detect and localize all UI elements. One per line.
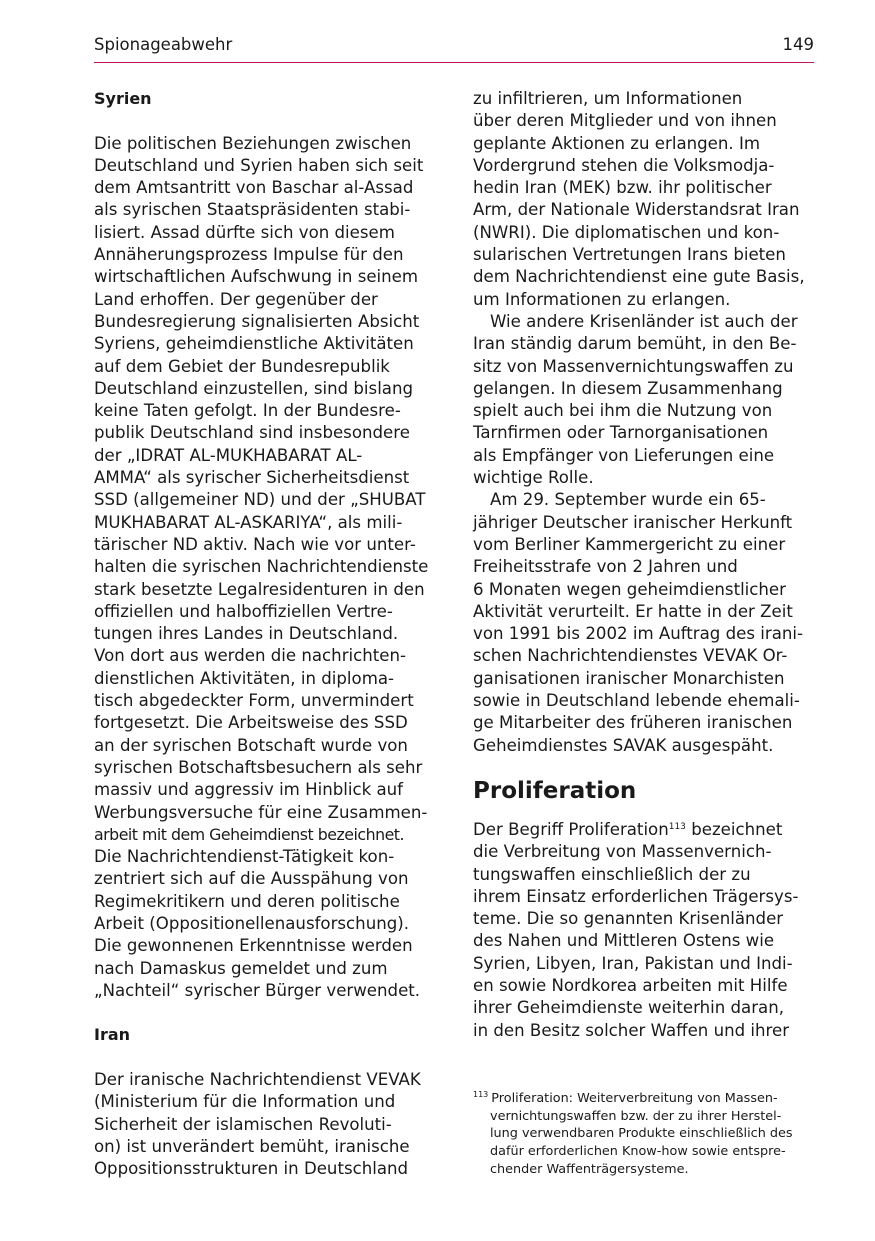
text-line: Sicherheit der islamischen Revoluti-	[94, 1114, 392, 1134]
text-line: Oppositionsstrukturen in Deutschland	[94, 1159, 409, 1179]
text-line: Freiheitsstrafe von 2 Jahren und	[473, 557, 738, 577]
text-line: Tarnfirmen oder Tarnorganisationen	[473, 423, 769, 443]
text-line: massiv und aggressiv im Hinblick auf	[94, 780, 404, 800]
text-line: Von dort aus werden die nachrichten-	[94, 646, 406, 666]
text-line: auf dem Gebiet der Bundesrepublik	[94, 356, 390, 376]
text-line: on) ist unverändert bemüht, iranische	[94, 1136, 410, 1156]
text-line: Syrien, Libyen, Iran, Pakistan und Indi-	[473, 953, 793, 973]
text-line: AMMA“ als syrischer Sicherheitsdienst	[94, 468, 410, 488]
text-line: wichtige Rolle.	[473, 468, 594, 488]
text-line: Der iranische Nachrichtendienst VEVAK	[94, 1070, 421, 1090]
text-line: des Nahen und Mittleren Ostens wie	[473, 931, 775, 951]
text-line: um Informationen zu erlangen.	[473, 289, 731, 309]
footnote-reference[interactable]: 113	[668, 821, 686, 832]
text-line: hedin Iran (MEK) bzw. ihr politischer	[473, 178, 772, 198]
footnote-line: chender Waffenträgersysteme.	[490, 1161, 689, 1177]
text-line: 6 Monaten wegen geheimdienstlicher	[473, 579, 786, 599]
text-line: Arbeit (Oppositionellenausforschung).	[94, 913, 410, 933]
spacer	[94, 1047, 439, 1069]
page-number: 149	[782, 35, 814, 54]
paragraph-verurteilung	[473, 489, 818, 757]
footnote-line	[473, 1086, 818, 1108]
text-line: (Ministerium für die Information und	[94, 1092, 396, 1112]
paragraph-syrien	[94, 133, 439, 1003]
text-line: Regimekritikern und deren politische	[94, 891, 400, 911]
text-line: vom Berliner Kammergericht zu einer	[473, 534, 786, 554]
text-line: teme. Die so genannten Krisenländer	[473, 909, 784, 929]
footnote-113	[473, 1086, 818, 1179]
text-line: dem Nachrichtendienst eine gute Basis,	[473, 267, 805, 287]
text-line: SSD (allgemeiner ND) und der „SHUBAT	[94, 490, 426, 510]
footnote-line: dafür erforderlichen Know-how sowie entspre-	[490, 1144, 786, 1160]
spacer	[94, 110, 439, 132]
text-line: en sowie Nordkorea arbeiten mit Hilfe	[473, 975, 788, 995]
text-line: Deutschland einzustellen, sind bislang	[94, 378, 414, 398]
text-line: (NWRI). Die diplomatischen und kon-	[473, 222, 780, 242]
footnote-number: 113	[473, 1090, 489, 1099]
text-line: Arm, der Nationale Widerstandsrat Iran	[473, 200, 800, 220]
text-line: ihrem Einsatz erforderlichen Trägersys-	[473, 886, 799, 906]
text-line: lisiert. Assad dürfte sich von diesem	[94, 222, 395, 242]
spacer	[94, 1002, 439, 1024]
text-line: gelangen. In diesem Zusammenhang	[473, 378, 783, 398]
section-heading-proliferation: Proliferation	[473, 777, 637, 804]
text-line: Wie andere Krisenländer ist auch der	[490, 311, 798, 331]
paragraph-proliferation	[473, 819, 818, 1042]
text-line: der „IDRAT AL-MUKHABARAT AL-	[94, 445, 363, 465]
text-line: Land erhoffen. Der gegenüber der	[94, 289, 378, 309]
text-line: halten die syrischen Nachrichtendienste	[94, 557, 429, 577]
text-line: sularischen Vertretungen Irans bieten	[473, 245, 786, 265]
footnote-line: vernichtungswaffen bzw. der zu ihrer Herstel-	[490, 1108, 782, 1124]
paragraph-iran	[94, 1069, 439, 1180]
text-line: an der syrischen Botschaft wurde von	[94, 735, 408, 755]
text-line: ihrer Geheimdienste weiterhin daran,	[473, 998, 785, 1018]
text-line: als Empfänger von Lieferungen eine	[473, 445, 775, 465]
text-line: tärischer ND aktiv. Nach wie vor unter-	[94, 534, 416, 554]
text-line: dem Amtsantritt von Baschar al-Assad	[94, 178, 414, 198]
text-line: arbeit mit dem Geheimdienst bezeichnet.	[94, 824, 405, 844]
text-line: dienstlichen Aktivitäten, in diploma-	[94, 668, 395, 688]
text-line: Syriens, geheimdienstliche Aktivitäten	[94, 334, 414, 354]
text-line: Aktivität verurteilt. Er hatte in der Zeit	[473, 601, 793, 621]
text-line: spielt auch bei ihm die Nutzung von	[473, 401, 773, 421]
text-line: Deutschland und Syrien haben sich seit	[94, 155, 424, 175]
text-fragment: Der Begriff Proliferation	[473, 819, 669, 839]
right-column	[473, 88, 818, 1042]
text-fragment: bezeichnet	[685, 819, 783, 839]
text-line: geplante Aktionen zu erlangen. Im	[473, 133, 761, 153]
text-line: Die politischen Beziehungen zwischen	[94, 133, 412, 153]
text-line: die Verbreitung von Massenvernich-	[473, 842, 772, 862]
running-title: Spionageabwehr	[94, 35, 233, 54]
text-line: nach Damaskus gemeldet und zum	[94, 958, 388, 978]
text-line: in den Besitz solcher Waffen und ihrer	[473, 1020, 790, 1040]
text-line: Die Nachrichtendienst-Tätigkeit kon-	[94, 847, 395, 867]
text-line: Bundesregierung signalisierten Absicht	[94, 311, 420, 331]
footnote-line: lung verwendbaren Produkte einschließlich des	[490, 1126, 793, 1142]
text-line: Geheimdienstes SAVAK ausgespäht.	[473, 735, 774, 755]
text-line	[473, 819, 818, 841]
text-line: keine Taten gefolgt. In der Bundesre-	[94, 401, 401, 421]
text-line: sitz von Massenvernichtungswaffen zu	[473, 356, 794, 376]
text-line: jähriger Deutscher iranischer Herkunft	[473, 512, 793, 532]
text-line: Iran ständig darum bemüht, in den Be-	[473, 334, 797, 354]
text-line: fortgesetzt. Die Arbeitsweise des SSD	[94, 713, 408, 733]
text-line: tungen ihres Landes in Deutschland.	[94, 624, 399, 644]
text-line: „Nachteil“ syrischer Bürger verwendet.	[94, 980, 421, 1000]
text-line: stark besetzte Legalresidenturen in den	[94, 579, 425, 599]
text-line: über deren Mitglieder und von ihnen	[473, 111, 777, 131]
text-line: zentriert sich auf die Ausspähung von	[94, 869, 409, 889]
text-line: Am 29. September wurde ein 65-	[490, 490, 766, 510]
text-line: schen Nachrichtendienstes VEVAK Or-	[473, 646, 788, 666]
paragraph-krisenlaender	[473, 311, 818, 489]
left-column	[94, 88, 439, 1181]
text-line: wirtschaftlichen Aufschwung in seinem	[94, 267, 419, 287]
text-line: ge Mitarbeiter des früheren iranischen	[473, 713, 793, 733]
text-line: ganisationen iranischer Monarchisten	[473, 668, 785, 688]
text-line: publik Deutschland sind insbesondere	[94, 423, 410, 443]
paragraph-iran-continued	[473, 88, 818, 311]
text-line: Annäherungsprozess Impulse für den	[94, 245, 404, 265]
text-line: Werbungsversuche für eine Zusammen-	[94, 802, 428, 822]
text-line: Die gewonnenen Erkenntnisse werden	[94, 936, 413, 956]
text-line: von 1991 bis 2002 im Auftrag des irani-	[473, 624, 803, 644]
page-header	[94, 34, 814, 63]
text-line: offiziellen und halboffiziellen Vertre-	[94, 601, 393, 621]
text-line: tungswaffen einschließlich der zu	[473, 864, 751, 884]
text-line: als syrischen Staatspräsidenten stabi-	[94, 200, 411, 220]
text-line: syrischen Botschaftsbesuchern als sehr	[94, 757, 423, 777]
text-line: MUKHABARAT AL-ASKARIYA“, als mili-	[94, 512, 403, 532]
text-line: Vordergrund stehen die Volksmodja-	[473, 155, 775, 175]
text-line: zu infiltrieren, um Informationen	[473, 89, 743, 108]
footnote-text: Proliferation: Weiterverbreitung von Massen-	[491, 1091, 778, 1106]
text-line: sowie in Deutschland lebende ehemali-	[473, 691, 800, 711]
section-heading-iran: Iran	[94, 1025, 131, 1045]
text-line: tisch abgedeckter Form, unvermindert	[94, 691, 414, 711]
section-heading-syrien: Syrien	[94, 89, 152, 108]
